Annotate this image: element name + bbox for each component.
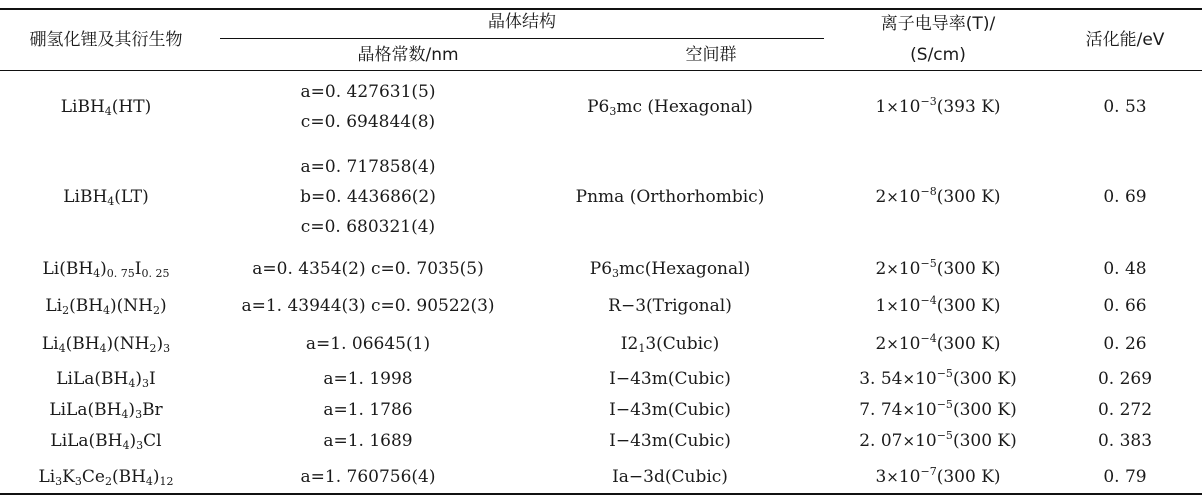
activation-energy-cell: 0. 69 — [1103, 187, 1147, 207]
lattice-constant-line: a=0. 717858(4) — [300, 157, 436, 177]
lattice-constant-line: a=0. 4354(2) c=0. 7035(5) — [252, 259, 484, 279]
activation-energy-cell: 0. 66 — [1103, 296, 1147, 316]
activation-energy-cell: 0. 53 — [1103, 97, 1147, 117]
ionic-conductivity-cell: 3. $54\times 10^{-5}(300$ K) — [859, 367, 1017, 389]
lattice-constant-line: a=1. 1786 — [323, 400, 413, 420]
lattice-constant-cell — [323, 364, 412, 394]
header-conductivity-line2: (S/cm) — [910, 45, 966, 65]
header-activation-energy: 活化能/eV — [1085, 30, 1165, 50]
ionic-conductivity-cell: $2\times 10^{-8}(300$ K) — [875, 185, 1001, 207]
header-space-group: 空间群 — [685, 45, 737, 65]
space-group-cell: I−43m(Cubic) — [609, 400, 731, 420]
compound-cell: $Li(BH_4)_{0. 75}I_{0. 25}$ — [42, 259, 170, 280]
header-lattice-constant: 晶格常数/nm — [357, 45, 459, 65]
space-group-cell: I−43m(Cubic) — [609, 369, 731, 389]
lattice-constant-cell — [301, 462, 436, 492]
lattice-constant-line: a=0. 427631(5) — [300, 82, 436, 102]
ionic-conductivity-cell: $3\times 10^{-7}(300$ K) — [875, 465, 1001, 487]
compound-cell: $Li_2(BH_4)(NH_2)$ — [45, 296, 167, 317]
compound-cell: $LiLa(BH_4)_3I$ — [56, 369, 156, 390]
lattice-constant-line: c=0. 680321(4) — [300, 217, 436, 237]
table-top-rule — [0, 8, 1202, 10]
lattice-constant-cell — [252, 254, 483, 284]
lattice-constant-cell — [306, 329, 430, 359]
header-conductivity-line1: 离子电导率(T)/ — [880, 14, 996, 34]
compound-cell: $Li_3K_3Ce_2(BH_4)_{12}$ — [38, 467, 174, 488]
lattice-constant-cell — [323, 395, 412, 425]
activation-energy-cell: 0. 269 — [1097, 369, 1153, 389]
lattice-constant-line: b=0. 443686(2) — [300, 187, 436, 207]
lattice-constant-line: c=0. 694844(8) — [300, 112, 436, 132]
ionic-conductivity-cell: $1\times 10^{-4}(300$ K) — [875, 294, 1001, 316]
ionic-conductivity-cell: $2\times 10^{-5}(300$ K) — [875, 257, 1001, 279]
ionic-conductivity-cell: $1\times 10^{-3}(393$ K) — [875, 95, 1001, 117]
lattice-constant-line: a=1. 1998 — [323, 369, 413, 389]
crystal-structure-rule — [220, 38, 824, 39]
activation-energy-cell: 0. 383 — [1097, 431, 1153, 451]
compound-cell: $Li_4(BH_4)(NH_2)_3$ — [41, 334, 171, 355]
ionic-conductivity-cell: 7. $74\times 10^{-5}(300$ K) — [859, 398, 1017, 420]
ionic-conductivity-cell: $2\times 10^{-4}(300$ K) — [875, 332, 1001, 354]
activation-energy-cell: 0. 26 — [1103, 334, 1147, 354]
activation-energy-cell: 0. 48 — [1103, 259, 1147, 279]
header-crystal-structure: 晶体结构 — [488, 12, 556, 32]
activation-energy-cell: 0. 272 — [1097, 400, 1153, 420]
lattice-constant-line: a=1. 06645(1) — [305, 334, 431, 354]
lattice-constant-cell — [323, 426, 412, 456]
header-bottom-rule — [0, 70, 1202, 71]
header-compound: 硼氢化锂及其衍生物 — [29, 30, 183, 50]
compound-cell: LiBH$_4$(HT) — [60, 97, 152, 118]
space-group-cell: Pnma (Orthorhombic) — [575, 187, 765, 207]
space-group-cell: I−43m(Cubic) — [609, 431, 731, 451]
lattice-constant-line: a=1. 1689 — [323, 431, 413, 451]
compound-cell: LiBH$_4$(LT) — [63, 187, 149, 208]
lattice-constant-cell — [300, 152, 436, 242]
compound-cell: $LiLa(BH_4)_3Cl$ — [50, 431, 162, 452]
space-group-cell: $P6_3mc(Hexagonal)$ — [589, 259, 751, 280]
lattice-constant-line: a=1. 43944(3) c=0. 90522(3) — [241, 296, 495, 316]
table-bottom-rule — [0, 493, 1202, 495]
lattice-constant-line: a=1. 760756(4) — [300, 467, 436, 487]
ionic-conductivity-cell: 2. $07\times 10^{-5}(300$ K) — [859, 429, 1017, 451]
lattice-constant-cell — [241, 291, 494, 321]
compound-cell: $LiLa(BH_4)_3Br$ — [49, 400, 163, 421]
space-group-cell: Ia−3d(Cubic) — [612, 467, 728, 487]
activation-energy-cell: 0. 79 — [1103, 467, 1147, 487]
space-group-cell: $P6_3mc$ (Hexagonal) — [587, 97, 753, 118]
space-group-cell: $I2_13(Cubic)$ — [620, 334, 720, 355]
lattice-constant-cell — [301, 77, 436, 137]
space-group-cell: R−3(Trigonal) — [608, 296, 732, 316]
